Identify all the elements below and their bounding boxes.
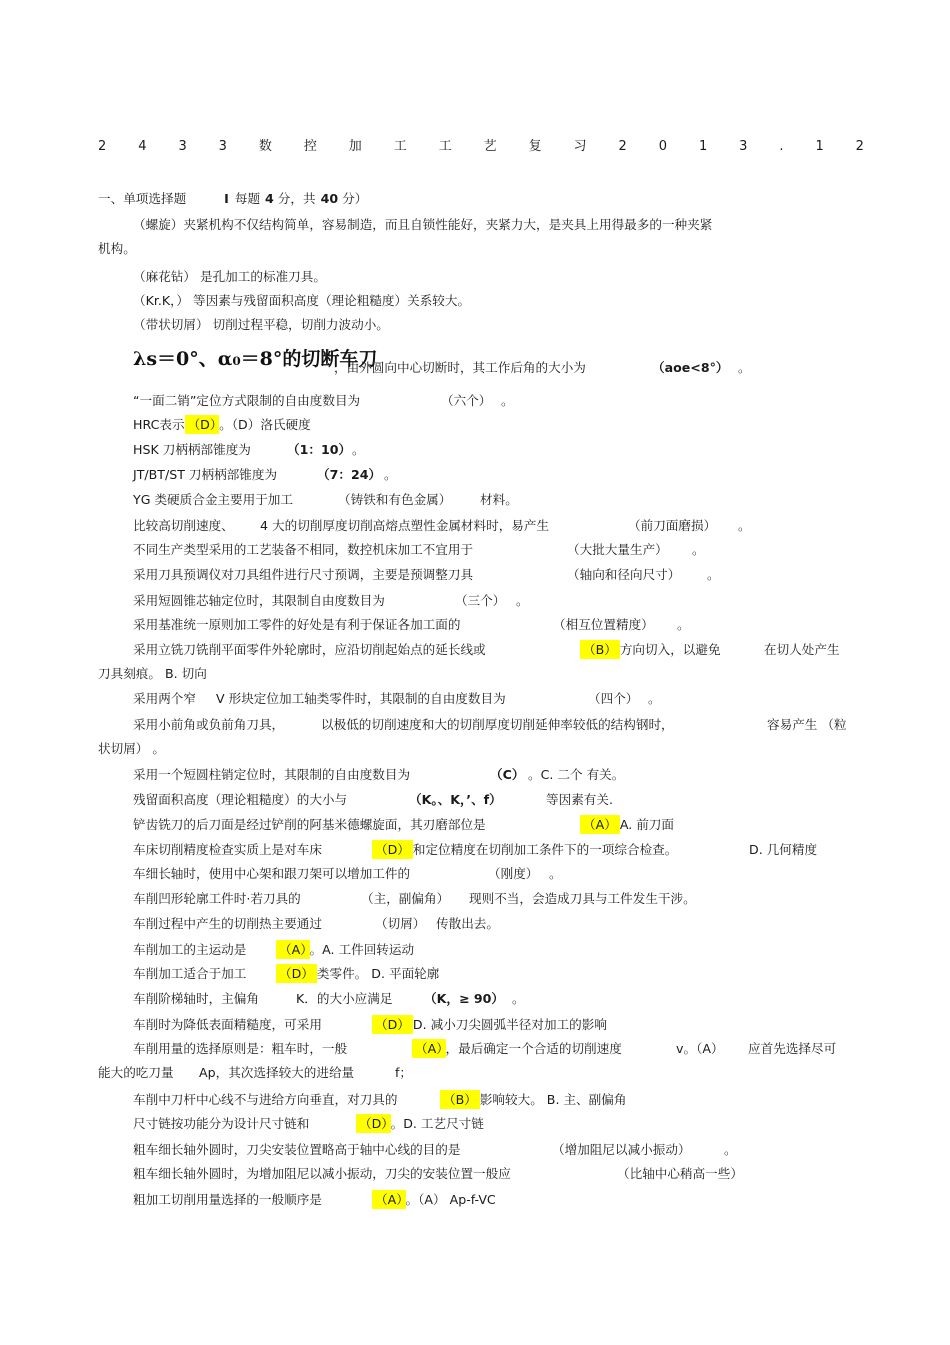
highlighted-answer: （D） [185,415,220,434]
question-line: 车削凹形轮廓工件时·若刀具的 [133,891,301,906]
question-line: 车细长轴时，使用中心架和跟刀架可以增加工件的 [133,866,411,881]
question-line: 车削阶梯轴时，主偏角 [133,991,259,1006]
question-line: 采用短圆锥芯轴定位时，其限制自由度数目为 [133,593,385,608]
title-char: 控 [303,139,317,154]
title-char: 2 [855,139,864,154]
title-char: 艺 [483,139,497,154]
question-line: 车削加工适合于加工 [133,966,247,981]
question-line: 采用立铣刀铣削平面零件外轮廓时，应沿切削起始点的延长线或 [133,642,486,657]
highlighted-answer: （A） [412,1039,446,1058]
title-char: 工 [393,139,407,154]
title-char: 3 [218,139,227,154]
question-line: 采用一个短圆柱销定位时，其限制的自由度数目为 [133,767,411,782]
answer-text: （铸铁和有色金属） [338,492,452,507]
answer-text: （aoe<8°） [652,360,729,375]
question-line: 车削中刀杆中心线不与进给方向垂直，对刀具的 [133,1092,398,1107]
answer-text: （三个） [455,593,506,608]
question-line: YG 类硬质合金主要用于加工 [133,492,293,507]
question-line: 车削加工的主运动是 [133,942,247,957]
section-text: 分，共 [277,191,316,206]
document-title [98,137,864,157]
title-char: 工 [438,139,452,154]
question-line: 车削过程中产生的切削热主要通过 [133,916,322,931]
question-line: （麻花钻） 是孔加工的标准刀具。 [133,269,326,284]
question-line: 粗车细长轴外圆时，刀尖安装位置略高于轴中心线的目的是 [133,1142,461,1157]
question-line: 能大的吃刀量 [98,1065,174,1080]
question-line: 铲齿铣刀的后刀面是经过铲削的阿基米德螺旋面，其刃磨部位是 [133,817,486,832]
highlighted-answer: （D） [356,1114,391,1133]
answer-text: （K，≥ 90） [424,991,505,1006]
question-line: 车床切削精度检查实质上是对车床 [133,842,322,857]
answer-text: （1：10） [287,442,352,457]
formula-text: λs＝0°、α₀＝8°的切断车刀 [133,348,378,370]
question-line: 不同生产类型采用的工艺装备不相同，数控机床加工不宜用于 [133,542,474,557]
question-line: 采用刀具预调仪对刀具组件进行尺寸预调，主要是预调整刀具 [133,567,474,582]
answer-text: （7：24） [317,467,382,482]
title-char: 习 [573,139,587,154]
title-char: 复 [528,139,542,154]
answer-text: （六个） [441,393,492,408]
title-char: 3 [178,139,187,154]
answer-text: （K。、K，’、f） [409,792,502,807]
question-line: 采用基准统一原则加工零件的好处是有利于保证各加工面的 [133,617,461,632]
highlighted-answer: （A） [580,815,620,834]
answer-text: （四个） [588,691,639,706]
highlighted-answer: （A） [276,940,310,959]
question-line: 残留面积高度（理论粗糙度）的大小与 [133,792,348,807]
question-line: （螺旋）夹紧机构不仅结构简单，容易制造，而且自锁性能好，夹紧力大，是夹具上用得最多的一种夹紧 [133,217,713,232]
answer-text: （前刀面磨损） [628,518,717,533]
formula-graphic [133,344,378,372]
title-char: 3 [739,139,748,154]
answer-text: （切屑） [375,916,426,931]
question-line: （带状切屑） 切削过程平稳，切削力波动小。 [133,317,389,332]
title-char: 4 [138,139,147,154]
title-char: 加 [348,139,362,154]
title-char: . [779,139,784,154]
question-line: 机构。 [98,241,136,256]
highlighted-answer: （A） [372,1190,406,1209]
question-line: JT/BT/ST 刀柄柄部锥度为 [133,467,278,482]
title-char: 2 [618,139,627,154]
answer-text: （轴向和径向尺寸） [567,567,681,582]
title-char: 2 [98,139,107,154]
formula-image [133,344,378,372]
answer-text: （C） [490,767,525,782]
section-text: 分） [342,191,368,206]
section-points: 4 [265,191,274,206]
question-line: 粗车细长轴外圆时，为增加阻尼以减小振动，刀尖的安装位置一般应 [133,1166,511,1181]
highlighted-answer: （D） [372,1015,413,1034]
title-char: 数 [258,139,272,154]
question-line: ，由外圆向中心切断时，其工作后角的大小为 [334,360,586,375]
answer-text: （比轴中心稍高一些） [617,1166,743,1181]
section-roman: I [224,191,229,206]
answer-text: （增加阻尼以减小振动） [552,1142,691,1157]
answer-text: （主，副偏角） [361,891,450,906]
question-line: 状切屑） 。 [98,741,165,756]
section-total: 40 [320,191,339,206]
section-heading [98,190,367,208]
question-line: “一面二销”定位方式限制的自由度数目为 [133,393,361,408]
question-line: 粗加工切削用量选择的一般顺序是 [133,1192,322,1207]
answer-text: （相互位置精度） [553,617,654,632]
highlighted-answer: （D） [276,964,317,983]
question-line: 采用两个窄 [133,691,196,706]
document-page: 2 4 3 3 数 控 加 工 工 艺 复 习 2 0 1 3 . 1 2 一、单项选择题 I 每题 4 分，共 40 分） （螺旋）夹紧机构不仅结构简单，容易制造，而且自锁性能好，夹紧力大，是夹具上用得最多的一种夹紧 机构。 （麻花钻） 是孔加工的标准刀具。 （Kr.K，） 等因素与残留面积高度（理论粗糙度）关系较大。 （带状切屑） 切削过程平稳，切削力波动小。 λs＝0°、α₀＝8°的切断车刀 ，由外圆向中心切断时，其工作后角的大小为 （aoe<8°） 。 “一面二销”定位方式限制的自由度数目为 （六个） 。 HRC表示 （D） 。（D）洛氏硬度 HSK 刀柄柄部锥度为 （1：10） 。 JT/BT/ST 刀柄柄部锥度为 （7：24） 。 YG 类硬质合金主要用于加工 （铸铁和有色金属） 材料。 比较高切削速度、 4 大的切削厚度切削高熔点塑性金属材料时，易产生 （前刀面磨损） 。 不同生产类型采用的工艺装备不相同，数控机床加工不宜用于 （大批大量生产） 。 采用刀具预调仪对刀具组件进行尺寸预调，主要是预调整刀具 （轴向和径向尺寸） 。 采用短圆锥芯轴定位时，其限制自由度数目为 （三个） 。 采用基准统一原则加工零件的好处是有利于保证各加工面的 （相互位置精度） 。 采用立铣刀铣削平面零件外轮廓时，应沿切削起始点的延长线或 （B） 方向切入，以避免 在切人处产生 刀具刻痕。 B. 切向 采用两个窄 V 形块定位加工轴类零件时，其限制的自由度数目为 （四个） 。 采用小前角或负前角刀具， 以极低的切削速度和大的切削厚度切削延伸率较低的结构钢时， 容易产生 （粒 状切屑） 。 采用一个短圆柱销定位时，其限制的自由度数目为 （C） 。C. 二个 有关。 残留面积高度（理论粗糙度）的大小与 （K。、K，’、f） 等因素有关. 铲齿铣刀的后刀面是经过铲削的阿基米德螺旋面，其刃磨部位是 （A） A. 前刀面 车床切削精度检查实质上是对车床 （D） 和定位精度在切削加工条件下的一项综合检查。 D. 几何精度 车细长轴时，使用中心架和跟刀架可以增加工件的 （刚度） 。 车削凹形轮廓工件时·若刀具的 （主，副偏角） 现则不当，会造成刀具与工件发生干涉。 车削过程中产生的切削热主要通过 （切屑） 传散出去。 车削加工的主运动是 （A） 。A. 工件回转运动 车削加工适合于加工 （D） 类零件。 D. 平面轮廓 车削阶梯轴时，主偏角 K．的大小应满足 （K，≥ 90） 。 车削时为降低表面精糙度，可采用 （D） D. 减小刀尖圆弧半径对加工的影响 车削用量的选择原则是：粗车时，一般 （A） ，最后确定一个合适的切削速度 v。（A） 应首先选择尽可 能大的吃刀量 Ap，其次选择较大的进给量 f； 车削中刀杆中心线不与进给方向垂直，对刀具的 （B） 影响较大。 B. 主、副偏角 尺寸链按功能分为设计尺寸链和 （D） 。D. 工艺尺寸链 粗车细长轴外圆时，刀尖安装位置略高于轴中心线的目的是 （增加阻尼以减小振动） 。 粗车细长轴外圆时，为增加阻尼以减小振动，刀尖的安装位置一般应 （比轴中心稍高一些） 粗加工切削用量选择的一般顺序是 （A） 。（A） Ap-f-VC [98,139,864,1207]
title-char: 1 [698,139,708,154]
question-line: 尺寸链按功能分为设计尺寸链和 [133,1116,310,1131]
section-label: 一、单项选择题 [98,191,187,206]
title-char: 1 [815,139,824,154]
highlighted-answer: （B） [440,1090,480,1109]
question-line: HRC表示 （D） 。（D）洛氏硬度 [133,417,311,432]
highlighted-answer: （B） [580,640,620,659]
question-line: HSK 刀柄柄部锥度为 [133,442,251,457]
question-line: 车削用量的选择原则是：粗车时，一般 [133,1041,348,1056]
question-line: 。 [738,360,751,375]
highlighted-answer: （D） [372,840,413,859]
answer-text: （大批大量生产） [567,542,668,557]
question-line: 比较高切削速度、 [133,518,234,533]
section-text: 每题 [234,191,261,206]
answer-text: （刚度） [488,866,539,881]
question-line: 车削时为降低表面精糙度，可采用 [133,1017,322,1032]
question-line: 采用小前角或负前角刀具， [133,717,285,732]
title-char: 0 [658,139,667,154]
question-line: 刀具刻痕。 B. 切向 [98,666,207,681]
question-line: （Kr.K，） 等因素与残留面积高度（理论粗糙度）关系较大。 [133,293,471,308]
